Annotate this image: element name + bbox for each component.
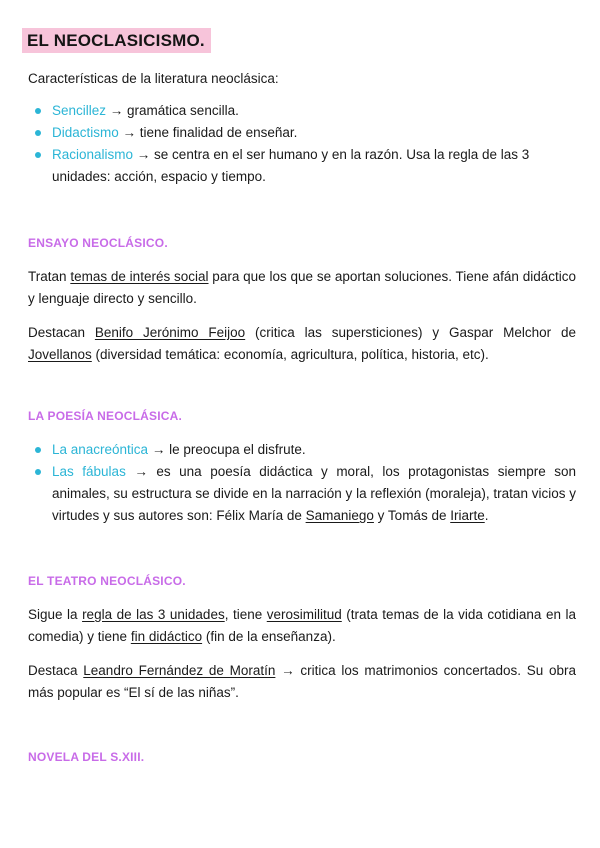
text-span: Tratan (28, 269, 71, 284)
section-heading: EL TEATRO NEOCLÁSICO. (28, 574, 186, 588)
text-span: Destacan (28, 325, 95, 340)
list-term: La anacreóntica (52, 442, 149, 457)
list-text: → le preocupa el disfrute. (148, 442, 306, 457)
underlined-term: Leandro Fernández de Moratín (83, 663, 276, 678)
text-span: Sigue la (28, 607, 83, 622)
text-span: para que los que se aportan soluciones. Tiene afán didáctico y lenguaje directo y sencillo. (28, 269, 576, 306)
paragraph (28, 322, 576, 366)
section-heading: ENSAYO NEOCLÁSICO. (28, 236, 168, 250)
novela-section (28, 746, 576, 768)
text-span: → critica los matrimonios concertados. Su obra más popular es “El sí de las niñas”. (28, 663, 576, 700)
list-item (28, 100, 576, 122)
text-span: (trata temas de la vida cotidiana en la comedia) y tiene (28, 607, 576, 644)
underlined-term: Jovellanos (28, 347, 92, 362)
list-term: Las fábulas (52, 464, 126, 479)
underlined-term: Benifo Jerónimo Feijoo (94, 325, 246, 340)
list-item (28, 122, 576, 144)
teatro-section (28, 570, 576, 704)
underlined-term: Iriarte (450, 508, 485, 523)
paragraph (28, 660, 576, 704)
list-term: Racionalismo (52, 147, 134, 162)
text-span: Destaca (28, 663, 84, 678)
section-heading: NOVELA DEL S.XIII. (28, 750, 145, 764)
list-term: Sencillez (52, 103, 107, 118)
page-title: EL NEOCLASICISMO. (22, 28, 211, 53)
text-span: (diversidad temática: economía, agricultura, política, historia, etc). (91, 347, 489, 362)
text-span: , tiene (224, 607, 267, 622)
list-text: → tiene finalidad de enseñar. (118, 125, 298, 140)
ensayo-section (28, 232, 576, 366)
list-text: → se centra en el ser humano y en la razón. Usa la regla de las 3 unidades: acción, espacio y tiempo. (52, 147, 530, 184)
text-span: . (484, 508, 489, 523)
text-span: y Tomás de (373, 508, 451, 523)
intro-section (28, 68, 576, 188)
list-item (28, 439, 576, 461)
underlined-term: verosimilitud (266, 607, 342, 622)
underlined-term: Samaniego (305, 508, 374, 523)
text-span: (critica las supersticiones) y Gaspar Melchor de (245, 325, 576, 340)
intro-label: Características de la literatura neoclásica: (28, 71, 279, 86)
underlined-term: fin didáctico (130, 629, 203, 644)
underlined-term: temas de interés social (70, 269, 209, 284)
paragraph (28, 266, 576, 310)
list-item (28, 144, 576, 188)
poesia-list (28, 439, 576, 527)
underlined-term: regla de las 3 unidades (82, 607, 225, 622)
list-item (28, 461, 576, 527)
poesia-section (28, 405, 576, 527)
list-term: Didactismo (52, 125, 119, 140)
text-span: (fin de la enseñanza). (202, 629, 336, 644)
text-span: → es una poesía didáctica y moral, los protagonistas siempre son animales, su estructura se divide en la narración y la reflexión (moraleja), tratan vicios y virtudes y sus autores son: Félix María de (52, 464, 576, 523)
list-text: → gramática sencilla. (106, 103, 239, 118)
paragraph (28, 604, 576, 648)
section-heading: LA POESÍA NEOCLÁSICA. (28, 409, 182, 423)
characteristics-list (28, 100, 576, 188)
